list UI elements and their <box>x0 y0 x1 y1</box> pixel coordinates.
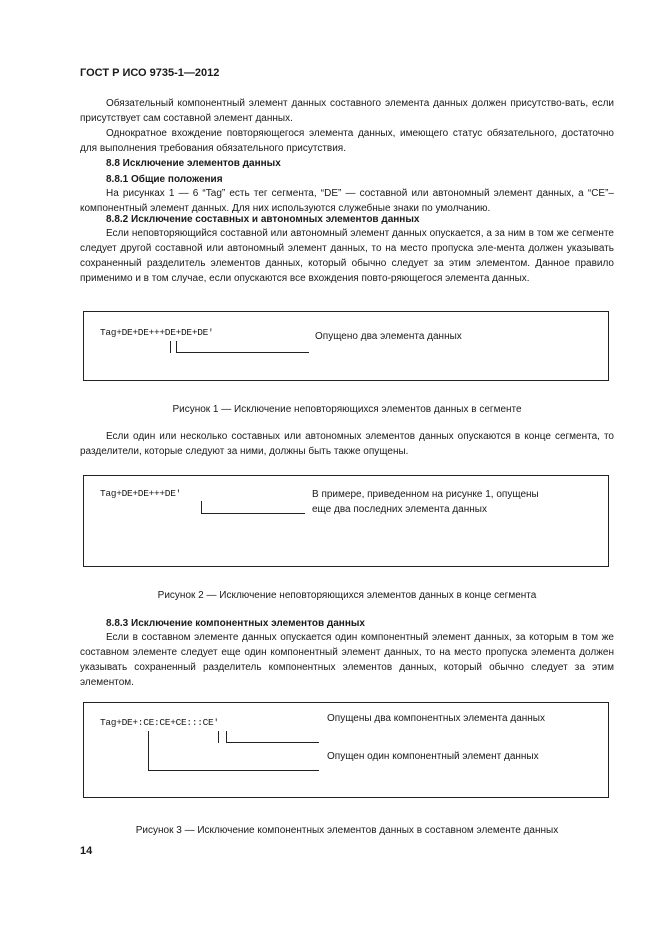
figure-2-leader-line <box>201 513 305 514</box>
figure-3-leader-line-lower <box>148 770 319 771</box>
figure-1-note: Опущено два элемента данных <box>315 331 462 342</box>
figure-2-note-line-1: В примере, приведенном на рисунке 1, опущены <box>312 489 539 500</box>
figure-3-code: Tag+DE+:CE:CE+CE:::CE' <box>100 717 219 728</box>
figure-3-marker-left <box>218 731 219 743</box>
figure-1-code: Tag+DE+DE+++DE+DE+DE' <box>100 327 214 338</box>
section-heading-8-8-1: 8.8.1 Общие положения <box>106 174 223 185</box>
section-heading-8-8-2: 8.8.2 Исключение составных и автономных элементов данных <box>106 214 420 225</box>
paragraph-end-of-segment: Если один или несколько составных или автономных элементов данных опускаются в конце сегмента, то разделители, которые следуют за ними, должны быть также опущены. <box>80 431 614 457</box>
figure-2-caption: Рисунок 2 — Исключение неповторяющихся элементов данных в конце сегмента <box>157 590 537 601</box>
figure-3-note-2: Опущен один компонентный элемент данных <box>327 751 539 762</box>
figure-3-marker-lower <box>148 731 149 771</box>
figure-2-box <box>83 475 609 567</box>
section-heading-8-8-3: 8.8.3 Исключение компонентных элементов данных <box>106 618 365 629</box>
paragraph-single-occurrence: Однократное вхождение повторяющегося элемента данных, имеющего статус обязательного, достаточно для выполнения требования обязательного присутствия. <box>80 128 614 154</box>
document-header: ГОСТ Р ИСО 9735-1—2012 <box>80 67 220 79</box>
figure-1-marker-left <box>170 341 171 353</box>
figure-1-box <box>83 311 609 381</box>
figure-3-box <box>83 702 609 798</box>
paragraph-component-exclusion: Если в составном элементе данных опускается один компонентный элемент данных, за которым в том же составном элементе следует еще один компонентный элемент данных, то на место пропуска элемента должен указывать сохраненный разделитель компонентных элементов данных, который обычно следует за этим элементом. <box>80 632 614 688</box>
figure-2-code: Tag+DE+DE+++DE' <box>100 488 182 499</box>
figure-3-leader-line-upper <box>226 742 319 743</box>
paragraph-general: На рисунках 1 — 6 “Tag” есть тег сегмента, “DE” — составной или автономный элемент данных, а “CE”– компонентный элемент данных. Для них используются служебные знаки по умолчанию. <box>80 188 614 214</box>
section-heading-8-8: 8.8 Исключение элементов данных <box>106 158 281 169</box>
figure-3-note-1: Опущены два компонентных элемента данных <box>327 713 545 724</box>
page-number: 14 <box>80 845 93 857</box>
paragraph-mandatory-component: Обязательный компонентный элемент данных составного элемента данных должен присутство-вать, если присутствует сам составной элемент данных. <box>80 98 614 124</box>
figure-1-leader-line <box>176 352 309 353</box>
figure-2-note-line-2: еще два последних элемента данных <box>312 504 487 515</box>
figure-3-caption: Рисунок 3 — Исключение компонентных элементов данных в составном элементе данных <box>135 825 559 836</box>
figure-1-caption: Рисунок 1 — Исключение неповторяющихся элементов данных в сегменте <box>172 404 522 415</box>
paragraph-composite-exclusion: Если неповторяющийся составной или автономный элемент данных опускается, а за ним в том же сегменте следует другой составной или автономный элемент данных, то на место пропуска эле-мента должен указывать сохраненный разделитель элементов данных, который обычно следует за этим элементом. Данное правило применимо и в том случае, если опускаются все вхождения повто-ряющегося элемента данных. <box>80 228 614 284</box>
